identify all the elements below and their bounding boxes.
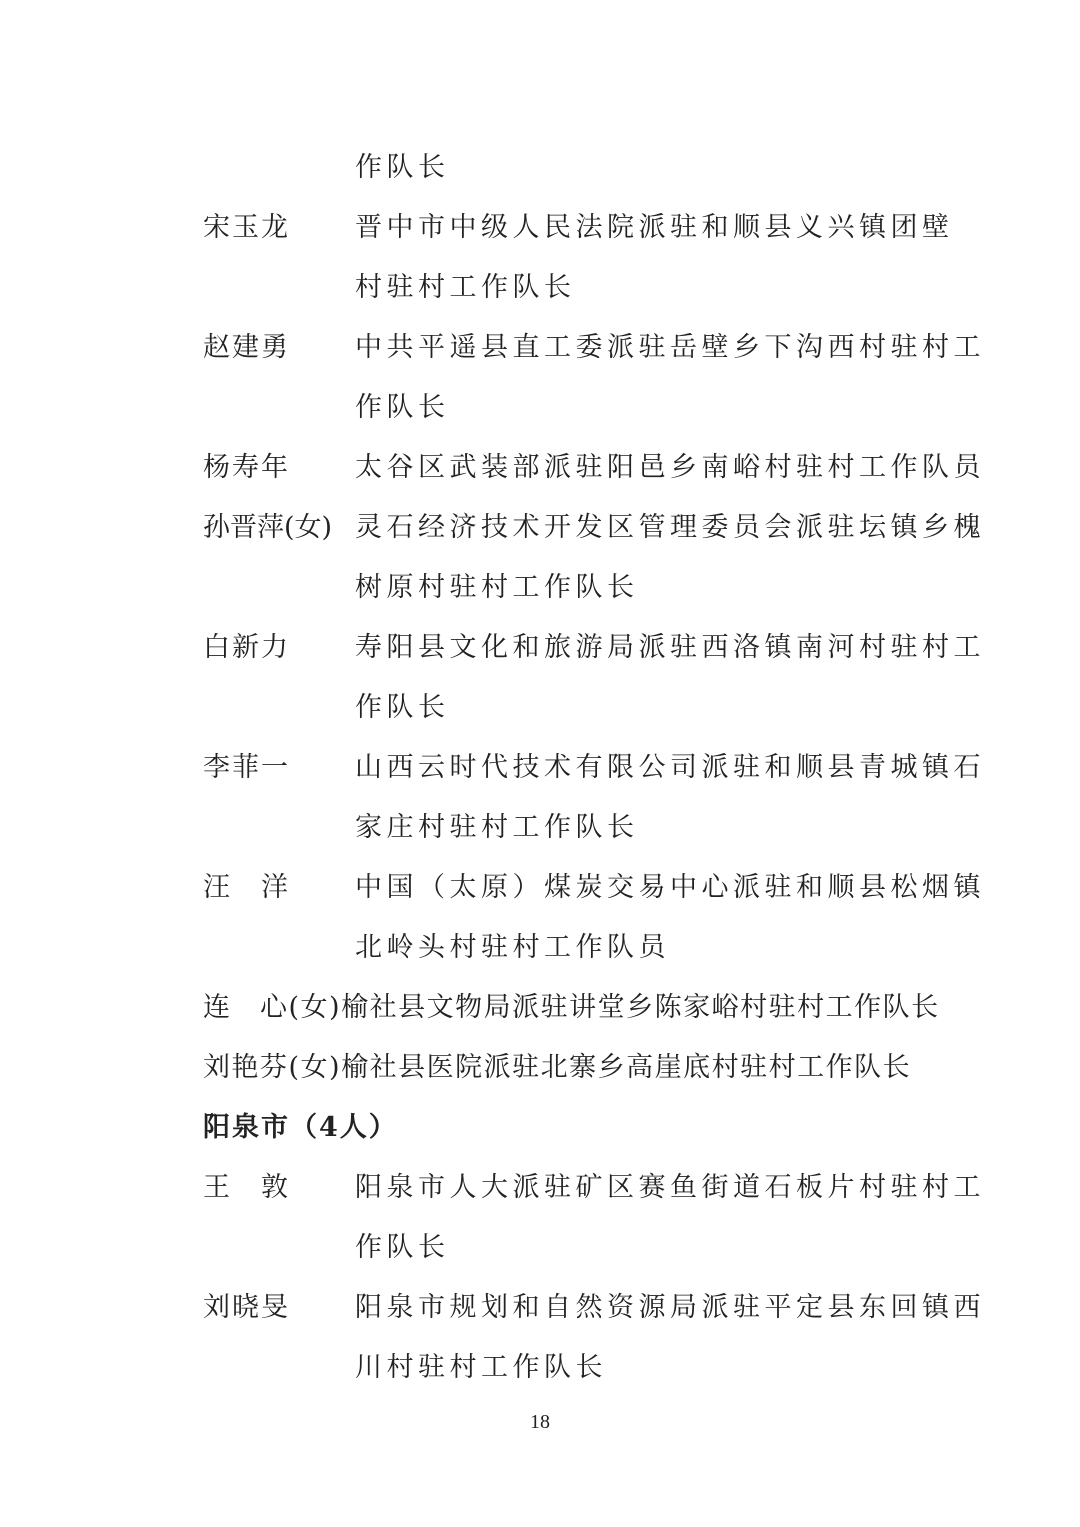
- entry-description: 寿阳县文化和旅游局派驻西洛镇南河村驻村工: [355, 632, 985, 663]
- entry-description: 太谷区武装部派驻阳邑乡南峪村驻村工作队员: [355, 452, 985, 483]
- entry-continuation: 家庄村驻村工作队长: [355, 812, 639, 843]
- page-number: 18: [530, 1411, 550, 1433]
- entry-description: 晋中市中级人民法院派驻和顺县义兴镇团壁: [355, 212, 954, 243]
- entry-description: 中国（太原）煤炭交易中心派驻和顺县松烟镇: [355, 872, 985, 903]
- entry-continuation: 作队长: [355, 692, 450, 723]
- entry-description: 灵石经济技术开发区管理委员会派驻坛镇乡槐: [355, 512, 985, 543]
- entry-continuation: 村驻村工作队长: [355, 272, 576, 303]
- entry-name: 白新力: [203, 632, 290, 663]
- entry-full-line: 刘艳芬(女)榆社县医院派驻北寨乡高崖底村驻村工作队长: [203, 1052, 912, 1083]
- entry-name: 杨寿年: [203, 452, 290, 483]
- entry-name: 宋玉龙: [203, 212, 290, 243]
- entry-full-line: 连 心(女)榆社县文物局派驻讲堂乡陈家峪村驻村工作队长: [203, 992, 940, 1023]
- section-heading: 阳泉市（4人）: [203, 1112, 398, 1143]
- entry-continuation: 作队长: [355, 152, 450, 183]
- entry-continuation: 作队长: [355, 392, 450, 423]
- entry-description: 山西云时代技术有限公司派驻和顺县青城镇石: [355, 752, 985, 783]
- entry-continuation: 树原村驻村工作队长: [355, 572, 639, 603]
- entry-name: 王 敦: [203, 1172, 290, 1203]
- entry-name: 孙晋萍(女): [203, 512, 333, 543]
- entry-name: 李菲一: [203, 752, 290, 783]
- entry-continuation: 川村驻村工作队长: [355, 1352, 607, 1383]
- entry-name: 赵建勇: [203, 332, 290, 363]
- entry-description: 阳泉市规划和自然资源局派驻平定县东回镇西: [355, 1292, 985, 1323]
- entry-name: 汪 洋: [203, 872, 290, 903]
- entry-continuation: 北岭头村驻村工作队员: [355, 932, 670, 963]
- entry-description: 中共平遥县直工委派驻岳壁乡下沟西村驻村工: [355, 332, 985, 363]
- entry-description: 阳泉市人大派驻矿区赛鱼街道石板片村驻村工: [355, 1172, 985, 1203]
- entry-name: 刘晓旻: [203, 1292, 290, 1323]
- entry-continuation: 作队长: [355, 1232, 450, 1263]
